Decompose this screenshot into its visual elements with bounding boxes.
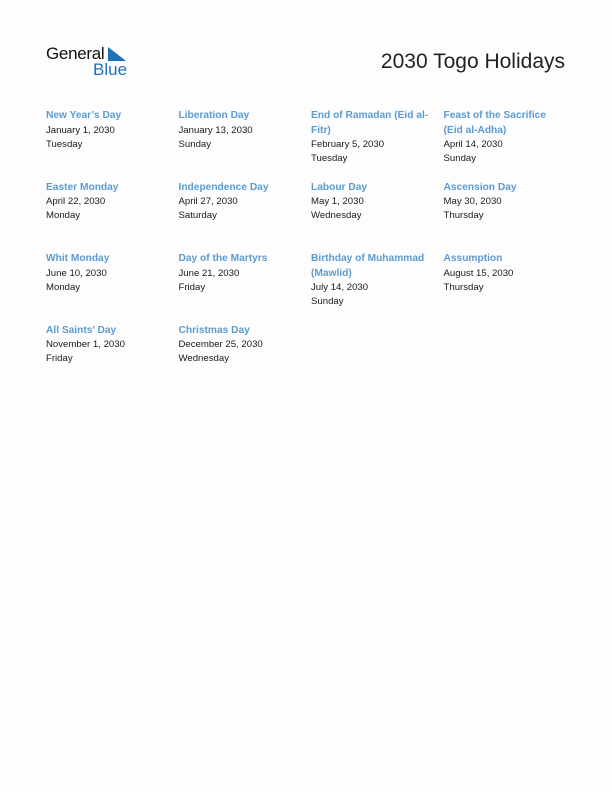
holiday-item bbox=[179, 181, 303, 224]
holiday-weekday: Friday bbox=[178, 281, 206, 293]
holiday-weekday: Monday bbox=[46, 281, 81, 293]
holiday-name: Independence Day bbox=[178, 181, 269, 193]
holiday-item bbox=[444, 109, 568, 166]
holiday-date: April 14, 2030 bbox=[443, 139, 503, 150]
holiday-date: May 30, 2030 bbox=[443, 196, 502, 207]
holiday-item bbox=[46, 324, 170, 367]
holiday-grid bbox=[46, 109, 576, 395]
holiday-name: Feast of the Sacrifice (Eid al-Adha) bbox=[443, 110, 546, 136]
holiday-row bbox=[46, 324, 576, 396]
holiday-item bbox=[179, 324, 303, 367]
holiday-item bbox=[46, 109, 170, 152]
holiday-name: Day of the Martyrs bbox=[178, 253, 268, 264]
holiday-item bbox=[46, 252, 170, 295]
holiday-item bbox=[311, 252, 435, 309]
holiday-name: New Year’s Day bbox=[46, 110, 122, 121]
holiday-weekday: Tuesday bbox=[46, 138, 83, 150]
holiday-weekday: Sunday bbox=[443, 153, 477, 164]
holiday-date: April 27, 2030 bbox=[178, 196, 238, 207]
holiday-weekday: Tuesday bbox=[311, 153, 348, 164]
holiday-weekday: Saturday bbox=[178, 210, 217, 221]
holiday-date: February 5, 2030 bbox=[311, 139, 385, 150]
holiday-name: Ascension Day bbox=[443, 181, 517, 193]
holiday-item bbox=[179, 109, 303, 152]
page-title: 2030 Togo Holidays bbox=[380, 50, 565, 73]
holiday-name: All Saints’ Day bbox=[46, 324, 117, 336]
holiday-weekday: Thursday bbox=[443, 281, 484, 293]
holiday-date: November 1, 2030 bbox=[46, 339, 125, 350]
holiday-item bbox=[444, 252, 568, 295]
holiday-weekday: Sunday bbox=[311, 296, 344, 307]
holiday-date: July 14, 2030 bbox=[311, 282, 369, 293]
holiday-item bbox=[179, 252, 303, 295]
holiday-name: Assumption bbox=[443, 253, 503, 264]
holiday-name: Easter Monday bbox=[46, 181, 119, 193]
holiday-name: End of Ramadan (Eid al-Fitr) bbox=[311, 110, 429, 136]
holiday-weekday: Wednesday bbox=[178, 353, 229, 364]
general-blue-logo bbox=[46, 44, 136, 80]
holiday-item bbox=[444, 181, 568, 224]
logo-flag-icon bbox=[108, 47, 126, 61]
holiday-date: January 1, 2030 bbox=[46, 124, 115, 136]
holiday-name: Birthday of Muhammad (Mawlid) bbox=[311, 253, 425, 279]
holiday-date: June 21, 2030 bbox=[178, 267, 240, 279]
holiday-weekday: Wednesday bbox=[311, 210, 362, 221]
holiday-name: Labour Day bbox=[311, 181, 368, 193]
holiday-date: April 22, 2030 bbox=[46, 196, 106, 207]
holiday-item bbox=[46, 181, 170, 224]
holiday-date: June 10, 2030 bbox=[46, 267, 107, 279]
holiday-row bbox=[46, 181, 576, 253]
holiday-weekday: Friday bbox=[46, 353, 73, 364]
holiday-weekday: Monday bbox=[46, 210, 81, 221]
holiday-date: August 15, 2030 bbox=[443, 267, 514, 279]
holiday-name: Christmas Day bbox=[178, 324, 250, 336]
holiday-item bbox=[311, 181, 435, 224]
holiday-row bbox=[46, 109, 576, 181]
holiday-name: Whit Monday bbox=[46, 253, 110, 264]
holiday-row bbox=[46, 252, 576, 324]
logo-word-general: General bbox=[46, 44, 105, 63]
holiday-date: December 25, 2030 bbox=[178, 339, 263, 350]
holiday-date: January 13, 2030 bbox=[178, 124, 253, 136]
logo-word-blue: Blue bbox=[93, 60, 128, 79]
holiday-item bbox=[311, 109, 435, 166]
holiday-date: May 1, 2030 bbox=[311, 196, 364, 207]
holiday-weekday: Thursday bbox=[443, 210, 484, 221]
holiday-name: Liberation Day bbox=[178, 110, 250, 121]
holiday-weekday: Sunday bbox=[178, 138, 212, 150]
